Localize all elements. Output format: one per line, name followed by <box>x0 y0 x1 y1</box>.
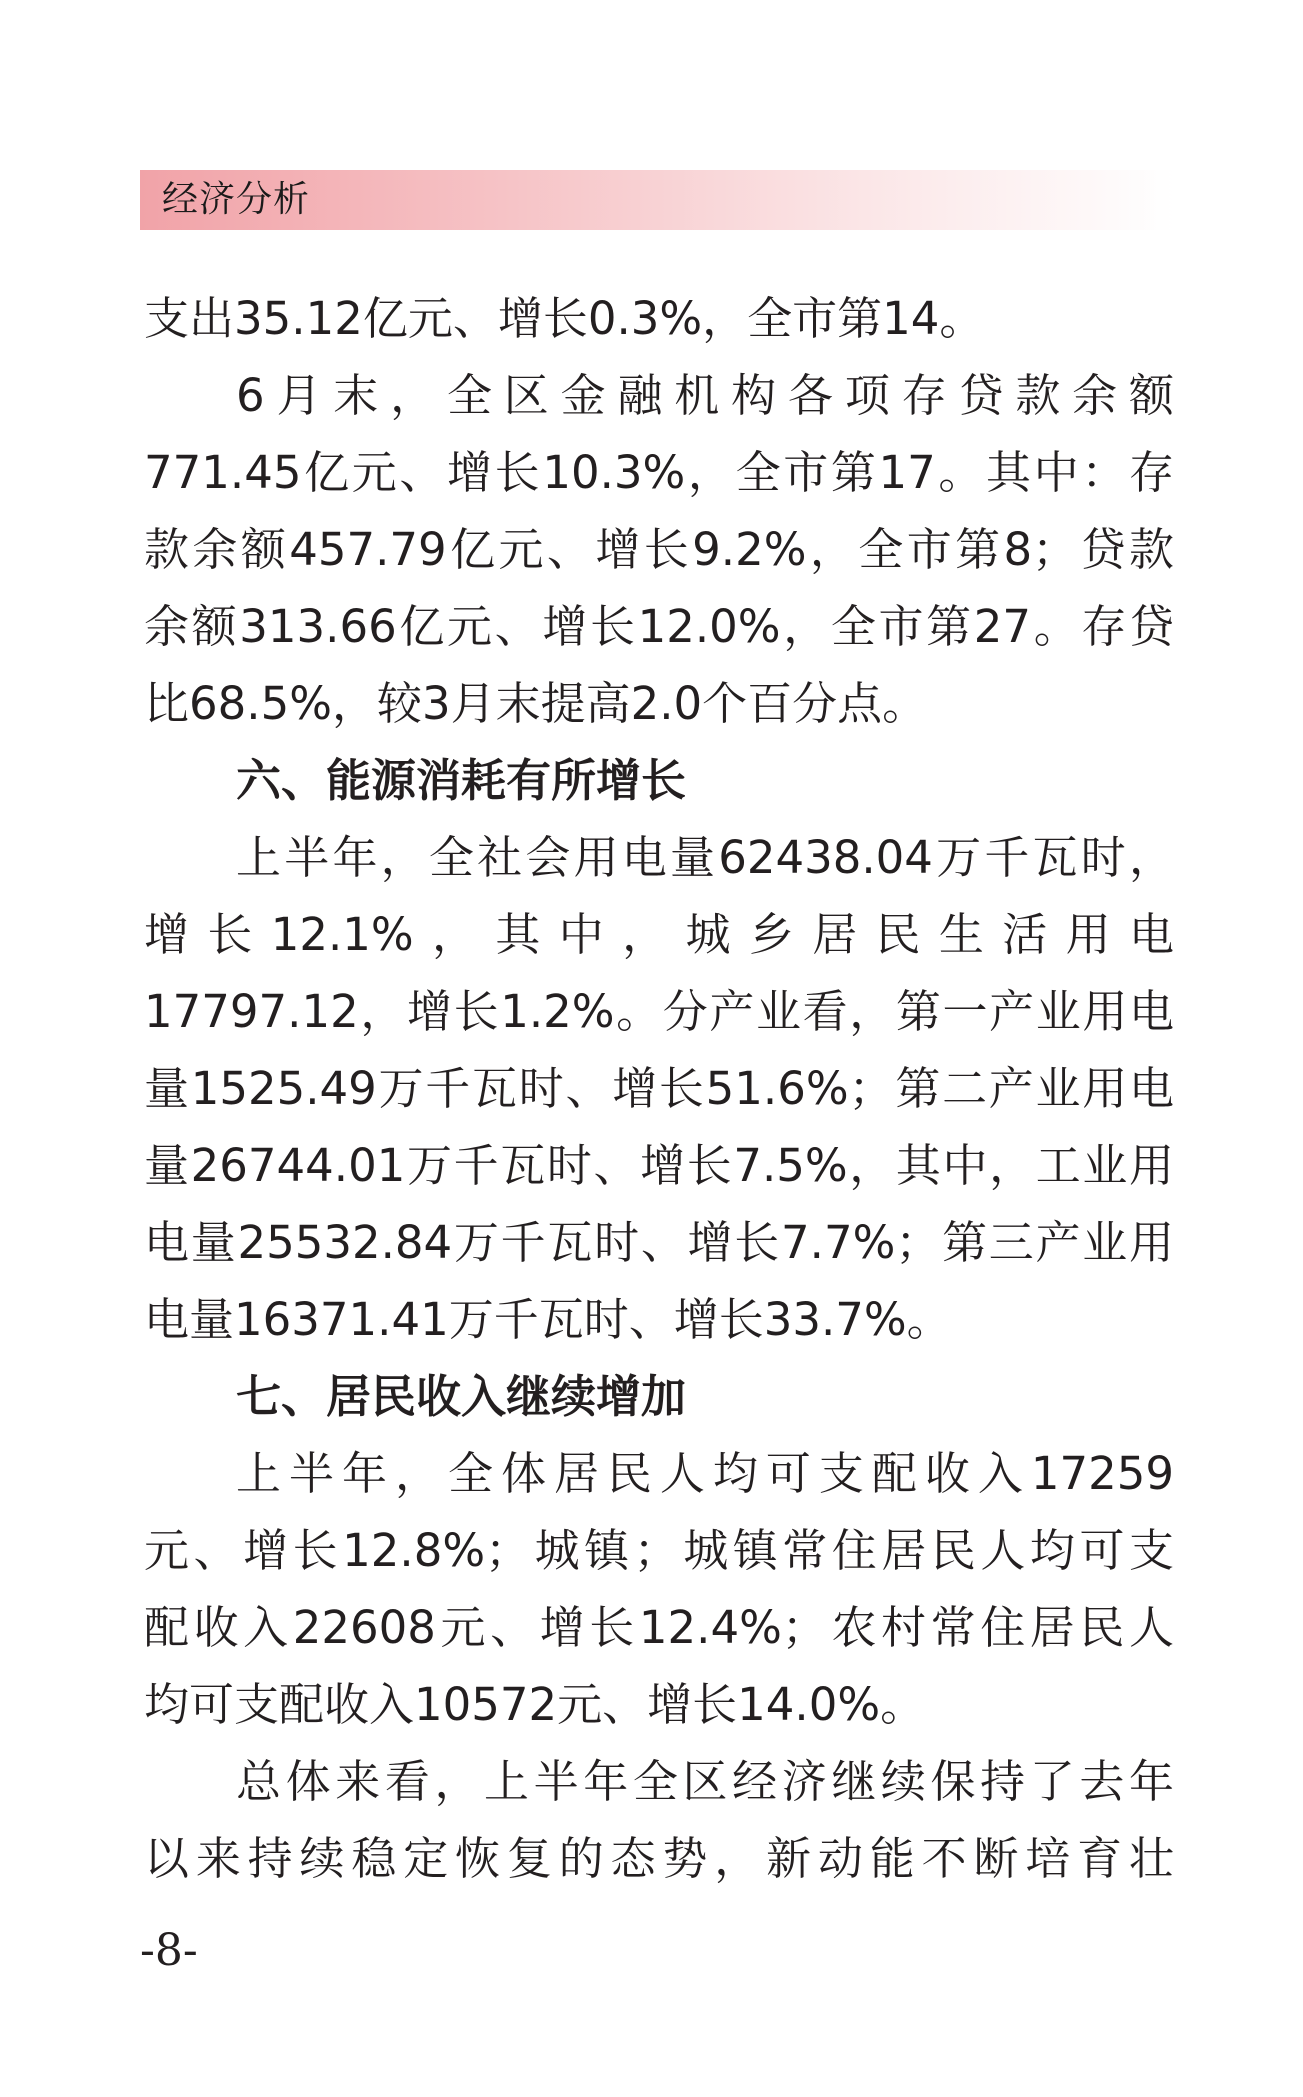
text-line: 电量16371.41万千瓦时、增长33.7%。 <box>144 1293 952 1346</box>
text-line: 支出35.12亿元、增长0.3%，全市第14。 <box>144 292 985 345</box>
paragraph-start: 上半年，全体居民人均可支配收入17259 <box>236 1447 1174 1500</box>
paragraph-start: 6月末，全区金融机构各项存贷款余额 <box>236 369 1174 422</box>
text-line: 771.45亿元、增长10.3%，全市第17。其中：存 <box>144 446 1174 499</box>
section-header-bar <box>140 170 1175 230</box>
text-line: 款余额457.79亿元、增长9.2%，全市第8；贷款 <box>144 523 1174 576</box>
text-line: 量26744.01万千瓦时、增长7.5%，其中，工业用 <box>144 1139 1174 1192</box>
section-heading: 六、能源消耗有所增长 <box>236 754 687 807</box>
text-line: 增长12.1%，其中，城乡居民生活用电 <box>144 908 1174 961</box>
text-line: 配收入22608元、增长12.4%；农村常住居民人 <box>144 1601 1174 1654</box>
text-line: 量1525.49万千瓦时、增长51.6%；第二产业用电 <box>144 1062 1174 1115</box>
text-line: 均可支配收入10572元、增长14.0%。 <box>144 1678 926 1731</box>
article-body <box>144 280 1174 1897</box>
section-title: 经济分析 <box>162 179 311 220</box>
text-line: 以来持续稳定恢复的态势，新动能不断培育壮 <box>144 1832 1174 1885</box>
section-heading: 七、居民收入继续增加 <box>236 1370 687 1423</box>
text-line: 电量25532.84万千瓦时、增长7.7%；第三产业用 <box>144 1216 1174 1269</box>
paragraph-start: 总体来看，上半年全区经济继续保持了去年 <box>236 1755 1174 1808</box>
paragraph-start: 上半年，全社会用电量62438.04万千瓦时， <box>236 831 1174 884</box>
text-line: 17797.12，增长1.2%。分产业看，第一产业用电 <box>144 985 1174 1038</box>
page-number: -8- <box>140 1925 198 1976</box>
text-line: 比68.5%，较3月末提高2.0个百分点。 <box>144 677 928 730</box>
text-line: 余额313.66亿元、增长12.0%，全市第27。存贷 <box>144 600 1174 653</box>
text-line: 元、增长12.8%；城镇；城镇常住居民人均可支 <box>144 1524 1174 1577</box>
